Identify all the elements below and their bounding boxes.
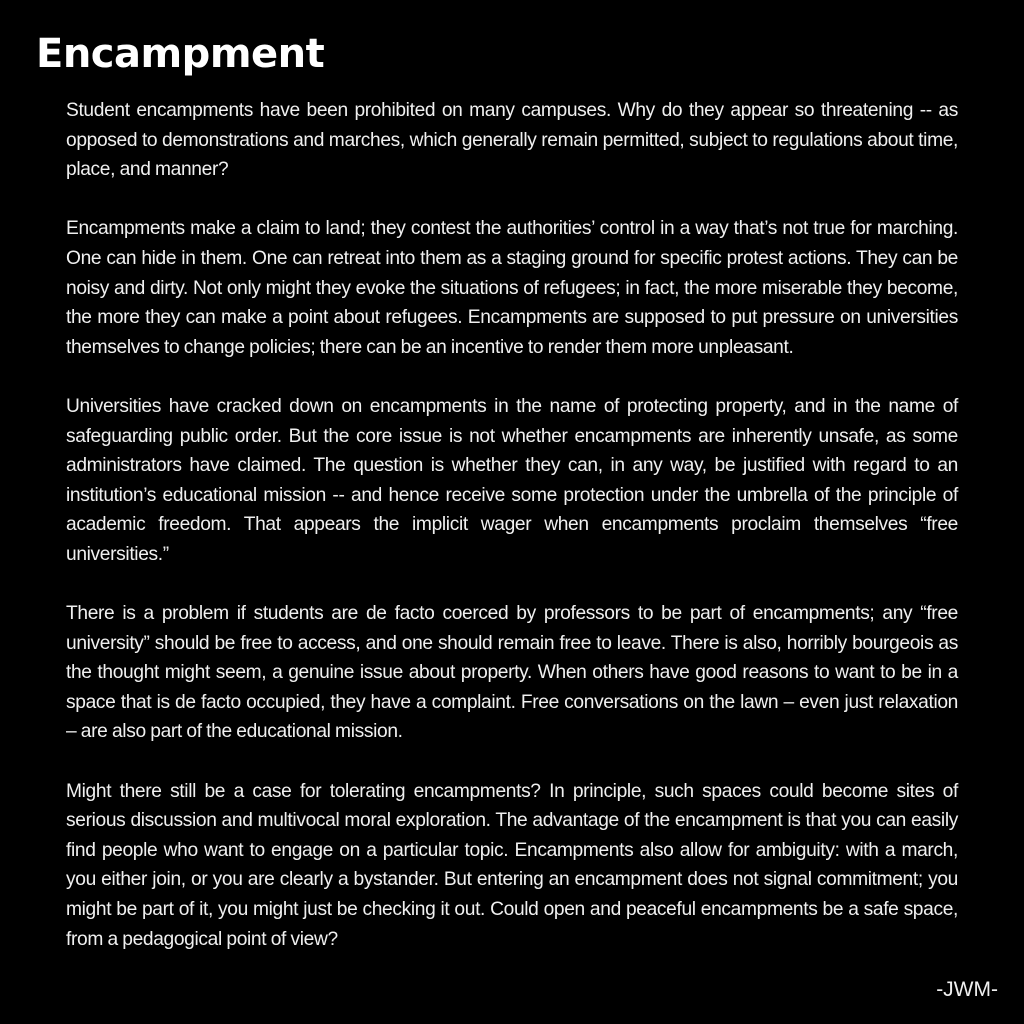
essay-body — [66, 96, 958, 954]
paragraph-3: Universities have cracked down on encampments in the name of protecting property, and in the name of safeguarding public order. But the core issue is not whether encampments are inherently unsafe, as some administrators have claimed. The question is whether they can, in any way, be justified with regard to an institution’s educational mission -- and hence receive some protection under the umbrella of the principle of academic freedom. That appears the implicit wager when encampments proclaim themselves “free universities.” — [66, 395, 958, 565]
paragraph-5: Might there still be a case for tolerating encampments? In principle, such spaces could become sites of serious discussion and multivocal moral exploration. The advantage of the encampment is that you can easily find people who want to engage on a particular topic. Encampments also allow for ambiguity: with a march, you either join, or you are clearly a bystander. But entering an encampment does not signal commitment; you might be part of it, you might just be checking it out. Could open and peaceful encampments be a safe space, from a pedagogical point of view? — [66, 780, 958, 950]
author-signature: -JWM- — [936, 978, 998, 1001]
paragraph-1: Student encampments have been prohibited on many campuses. Why do they appear so threatening -- as opposed to demonstrations and marches, which generally remain permitted, subject to regulations about time, place, and manner? — [66, 100, 958, 181]
paragraph-2: Encampments make a claim to land; they contest the authorities’ control in a way that’s not true for marching. One can hide in them. One can retreat into them as a staging ground for specific protest actions. They can be noisy and dirty. Not only might they evoke the situations of refugees; in fact, the more miserable they become, the more they can make a point about refugees. Encampments are supposed to put pressure on universities themselves to change policies; there can be an incentive to render them more unpleasant. — [66, 218, 958, 358]
page-title: Encampment — [36, 31, 325, 77]
paragraph-4: There is a problem if students are de facto coerced by professors to be part of encampments; any “free university” should be free to access, and one should remain free to leave. There is also, horribly bourgeois as the thought might seem, a genuine issue about property. When others have good reasons to want to be in a space that is de facto occupied, they have a complaint. Free conversations on the lawn – even just relaxation – are also part of the educational mission. — [66, 603, 958, 743]
